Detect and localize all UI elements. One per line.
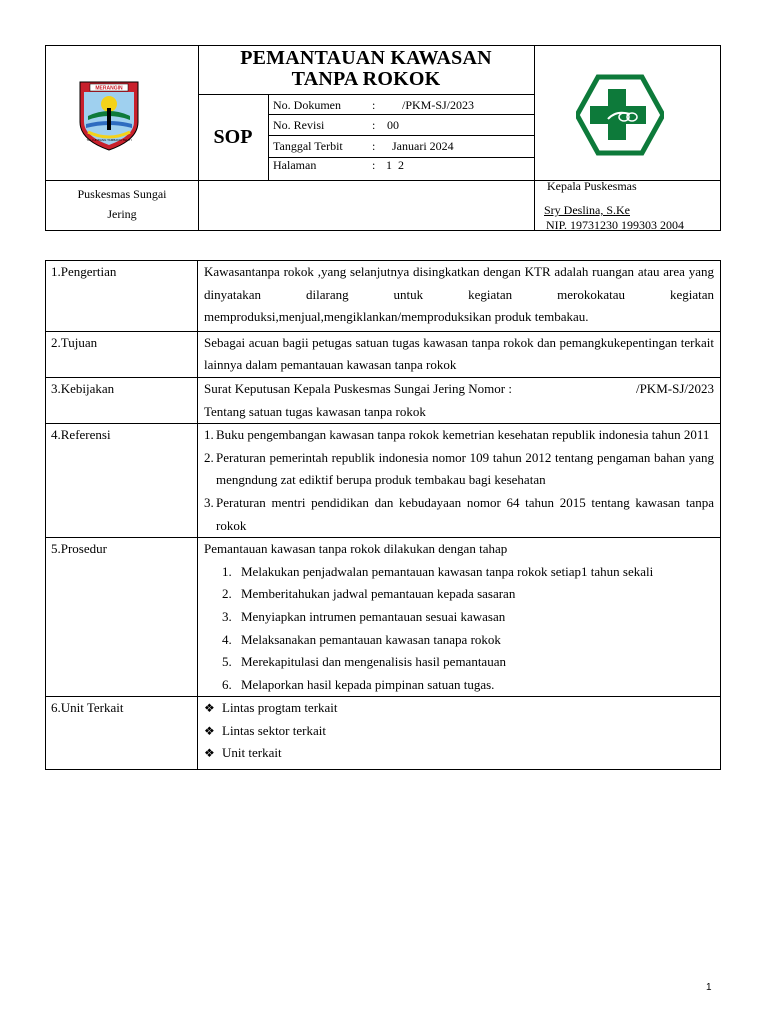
list-item [204, 492, 714, 537]
item-number: 3. [222, 608, 232, 624]
meta-sep: : [372, 158, 376, 172]
table-row [46, 697, 721, 770]
title-line: PEMANTAUAN KAWASAN [240, 47, 492, 69]
sop-label: SOP [213, 125, 253, 148]
prosedur-intro: Pemantauan kawasan tanpa rokok dilakukan dengan tahap [204, 541, 508, 557]
row-label: 5.Prosedur [46, 538, 198, 697]
item-number: 5. [222, 654, 232, 670]
item-text: Menyiapkan intrumen pemantauan sesuai kawasan [241, 608, 506, 624]
item-text: Melaporkan hasil kepada pimpinan satuan tugas. [241, 676, 495, 692]
item-text: Peraturan mentri pendidikan dan kebudayaan nomor 64 tahun 2015 tentang kawasan tanpa rokok [216, 494, 714, 533]
kebijakan-line [204, 378, 714, 401]
meta-value: 1 2 [386, 158, 404, 172]
diamond-bullet-icon: ❖ [204, 746, 215, 761]
table-row [46, 377, 721, 423]
list-item [204, 720, 714, 743]
kebijakan-text: Surat Keputusan Kepala Puskesmas Sungai Jering Nomor : [204, 380, 512, 396]
diamond-bullet-icon: ❖ [204, 701, 215, 716]
row-label: 3.Kebijakan [46, 377, 198, 423]
header-table [45, 45, 721, 231]
puskesmas-logo [576, 74, 664, 156]
list-item [222, 674, 714, 697]
row-label: 4.Referensi [46, 424, 198, 538]
logo-text: MERANGIN [95, 85, 123, 92]
title-line: TANPA ROKOK [291, 68, 441, 90]
kebijakan-number: /PKM-SJ/2023 [635, 380, 714, 396]
signer-nip: NIP. 19731230 199303 2004 [546, 218, 685, 232]
item-text: Merekapitulasi dan mengenalisis hasil pemantauan [241, 654, 506, 670]
referensi-cell [198, 424, 721, 538]
item-number: 3. [204, 494, 214, 510]
item-number: 4. [222, 631, 232, 647]
meta-value: /PKM-SJ/2023 [402, 98, 475, 112]
table-row [46, 261, 721, 332]
row-label: 1.Pengertian [46, 261, 198, 332]
table-row [46, 538, 721, 697]
page-number: 1 [706, 982, 712, 993]
item-number: 2. [222, 586, 232, 602]
kebijakan-text: Tentang satuan tugas kawasan tanpa rokok [204, 403, 426, 419]
item-number: 1. [204, 427, 214, 443]
meta-key: Halaman [273, 158, 317, 172]
sop-content-table [45, 260, 721, 770]
item-text: Lintas progtam terkait [222, 700, 338, 716]
organization-name [46, 184, 198, 224]
diamond-bullet-icon: ❖ [204, 723, 215, 738]
list-item [222, 606, 714, 629]
item-text: Peraturan pemerintah republik indonesia nomor 109 tahun 2012 tentang pengaman bahan yang mengndung zat ediktif berupa produk tembakau bagi kesehatan [216, 449, 714, 488]
item-number: 2. [204, 449, 214, 465]
item-text: Unit terkait [222, 745, 282, 761]
table-row [46, 424, 721, 538]
meta-sep: : [372, 139, 376, 153]
prosedur-cell [198, 538, 721, 697]
table-row [46, 331, 721, 377]
logo-motto: TALI UNDANG TAMBANG TELITI [86, 138, 132, 142]
meta-row-dokumen [268, 94, 534, 116]
pengertian-text: Kawasantanpa rokok ,yang selanjutnya disingkatkan dengan KTR adalah ruangan atau area yang dinyatakan dilarang untuk kegiatan merokokatau kegiatan memproduksi,menjual,mengiklankan/memproduksikan produk tembakau. [198, 261, 721, 332]
meta-value: Januari 2024 [392, 139, 454, 153]
row-label: 2.Tujuan [46, 331, 198, 377]
list-item [222, 561, 714, 584]
prosedur-steps [204, 561, 714, 697]
tujuan-text: Sebagai acuan bagii petugas satuan tugas kawasan tanpa rokok dan pemangkukepentingan terkait lainnya dalam pemantauan kawasan tanpa rokok [198, 331, 721, 377]
meta-sep: : [372, 118, 376, 132]
item-number: 1. [222, 563, 232, 579]
meta-row-revisi [268, 114, 534, 136]
org-line: Puskesmas Sungai [77, 187, 167, 201]
list-item [204, 424, 714, 447]
meta-key: No. Revisi [273, 118, 325, 132]
row-label: 6.Unit Terkait [46, 697, 198, 770]
signature-block [534, 178, 720, 234]
kebijakan-cell [198, 377, 721, 423]
list-item [204, 742, 714, 765]
signer-name: Sry Deslina, S.Ke [544, 203, 630, 217]
meta-key: Tanggal Terbit [273, 139, 343, 153]
list-item [222, 651, 714, 674]
meta-value: 00 [387, 118, 399, 132]
signer-title: Kepala Puskesmas [547, 179, 637, 193]
unit-terkait-cell [198, 697, 721, 770]
item-text: Lintas sektor terkait [222, 722, 326, 738]
item-number: 6. [222, 676, 232, 692]
item-text: Melakukan penjadwalan pemantauan kawasan tanpa rokok setiap1 tahun sekali [241, 563, 654, 579]
meta-key: No. Dokumen [273, 98, 341, 112]
list-item [222, 583, 714, 606]
item-text: Melaksanakan pemantauan kawasan tanapa rokok [241, 631, 501, 647]
page-title [198, 48, 534, 90]
list-item [204, 697, 714, 720]
item-text: Memberitahukan jadwal pemantauan kepada sasaran [241, 586, 516, 602]
meta-sep: : [372, 98, 376, 112]
merangin-logo [72, 78, 146, 152]
item-text: Buku pengembangan kawasan tanpa rokok kemetrian kesehatan republik indonesia tahun 2011 [216, 427, 710, 443]
org-line: Jering [107, 207, 137, 221]
list-item [204, 447, 714, 492]
list-item [222, 629, 714, 652]
meta-row-halaman [268, 154, 534, 176]
